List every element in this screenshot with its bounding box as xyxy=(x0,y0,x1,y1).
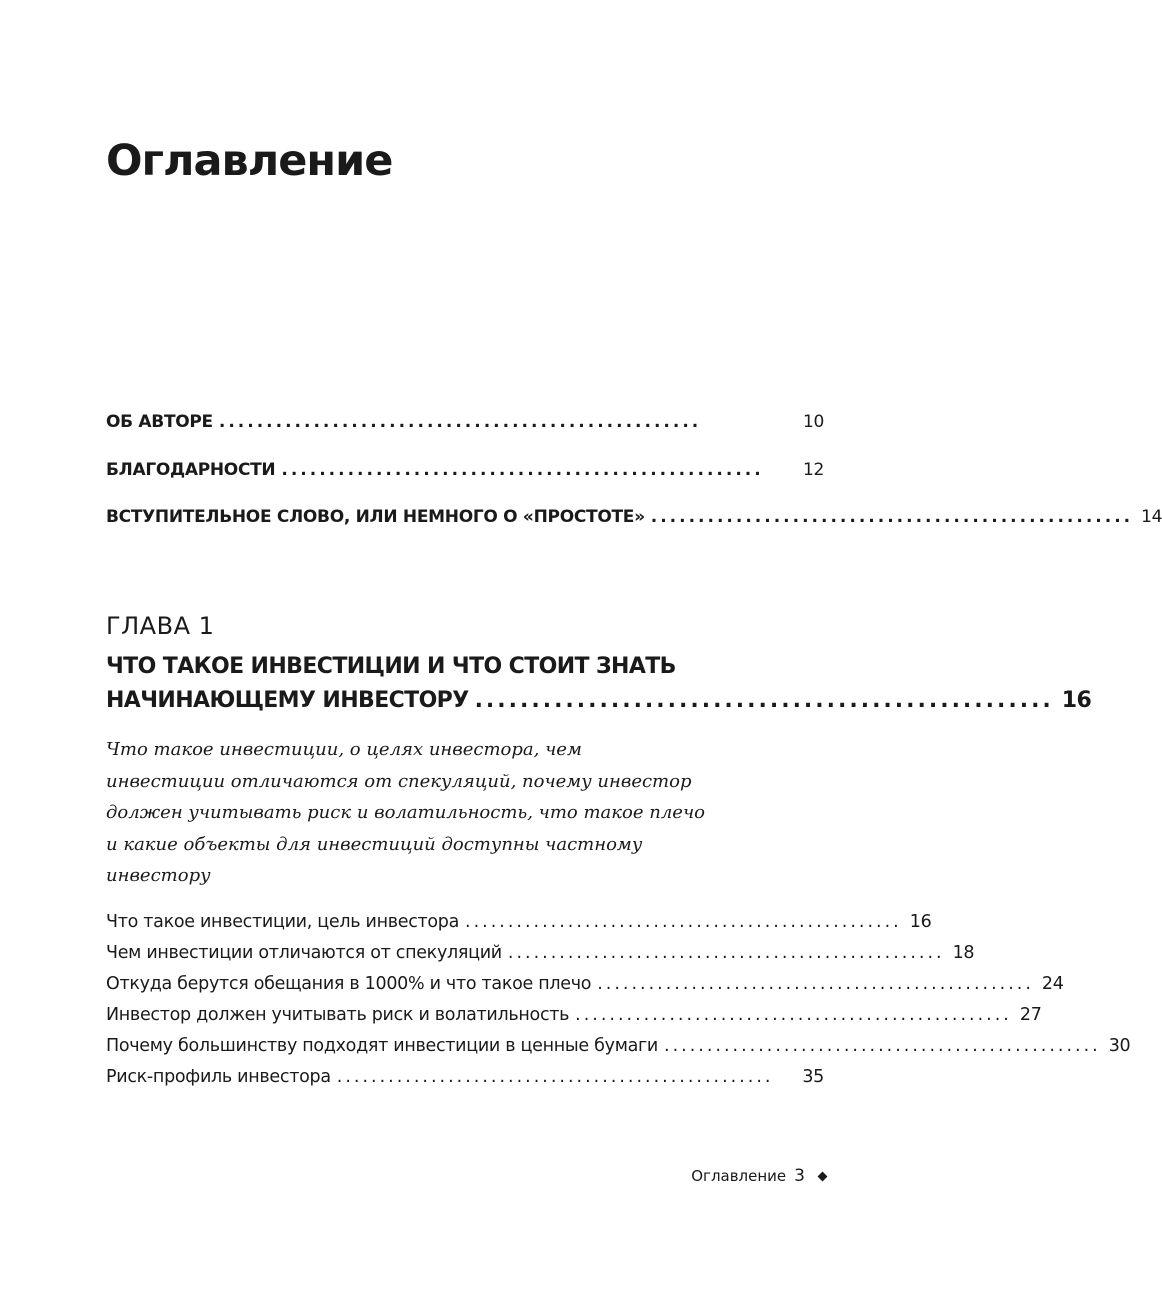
toc-page-number: 14 xyxy=(1141,507,1162,527)
toc-entry-label: БЛАГОДАРНОСТИ xyxy=(106,460,276,480)
toc-entry-label: Откуда берутся обещания в 1000% и что такое плечо xyxy=(106,974,592,994)
diamond-icon xyxy=(818,1171,828,1181)
toc-page-number: 16 xyxy=(909,912,932,932)
chapter-label: ГЛАВА 1 xyxy=(106,612,215,640)
toc-entry-chapter-1[interactable] xyxy=(106,688,1092,713)
toc-page-number: 18 xyxy=(952,943,975,963)
toc-page-number: 10 xyxy=(802,412,824,432)
toc-page-number: 16 xyxy=(1061,688,1092,713)
toc-leader-dots: ................................................... xyxy=(597,974,1034,994)
toc-leader-dots: ................................................... xyxy=(336,1067,774,1087)
toc-section-entry[interactable] xyxy=(106,912,932,932)
footer-page-number: 3 xyxy=(794,1166,805,1186)
toc-entry-label: Инвестор должен учитывать риск и волатильность xyxy=(106,1005,570,1025)
toc-section-entry[interactable] xyxy=(106,943,975,963)
toc-leader-dots: ................................................... xyxy=(664,1036,1101,1056)
chapter-title[interactable]: ЧТО ТАКОЕ ИНВЕСТИЦИИ И ЧТО СТОИТ ЗНАТЬ xyxy=(106,654,676,679)
toc-entry-introduction[interactable] xyxy=(106,507,1162,527)
toc-page-number: 35 xyxy=(802,1067,824,1087)
toc-entry-acknowledgements[interactable] xyxy=(106,460,824,480)
toc-entry-label: Что такое инвестиции, цель инвестора xyxy=(106,912,460,932)
toc-page-number: 27 xyxy=(1019,1005,1042,1025)
toc-leader-dots: ................................................... xyxy=(575,1005,1012,1025)
toc-section-entry[interactable] xyxy=(106,1067,824,1087)
toc-page-number: 12 xyxy=(802,460,824,480)
toc-entry-label: ОБ АВТОРЕ xyxy=(106,412,213,432)
toc-entry-label: Чем инвестиции отличаются от спекуляций xyxy=(106,943,502,963)
toc-entry-label: Почему большинству подходят инвестиции в ценные бумаги xyxy=(106,1036,658,1056)
toc-leader-dots: ................................................... xyxy=(507,943,945,963)
page-title: Оглавление xyxy=(106,136,393,186)
toc-page-number: 24 xyxy=(1041,974,1064,994)
chapter-title-continuation: НАЧИНАЮЩЕМУ ИНВЕСТОРУ xyxy=(106,688,469,713)
toc-leader-dots: ................................................... xyxy=(474,688,1054,713)
toc-entry-label: ВСТУПИТЕЛЬНОЕ СЛОВО, ИЛИ НЕМНОГО О «ПРОСТОТЕ» xyxy=(106,507,645,527)
toc-section-entry[interactable] xyxy=(106,974,1064,994)
toc-entry-about-author[interactable] xyxy=(106,412,824,432)
toc-section-entry[interactable] xyxy=(106,1036,1131,1056)
footer-label: Оглавление xyxy=(691,1167,787,1185)
page-footer xyxy=(691,1166,826,1186)
toc-entry-label: Риск-профиль инвестора xyxy=(106,1067,331,1087)
toc-leader-dots: ................................................... xyxy=(218,412,702,432)
toc-leader-dots: ................................................... xyxy=(465,912,902,932)
toc-leader-dots: ................................................... xyxy=(650,507,1134,527)
toc-page-number: 30 xyxy=(1108,1036,1131,1056)
toc-section-entry[interactable] xyxy=(106,1005,1042,1025)
toc-leader-dots: ................................................... xyxy=(281,460,764,480)
chapter-description: Что такое инвестиции, о целях инвестора, чем инвестиции отличаются от спекуляций, почему инвестор должен учитывать риск и волатильность, что такое плечо и какие объекты для инвестиций доступны частному инвестору xyxy=(106,739,705,886)
